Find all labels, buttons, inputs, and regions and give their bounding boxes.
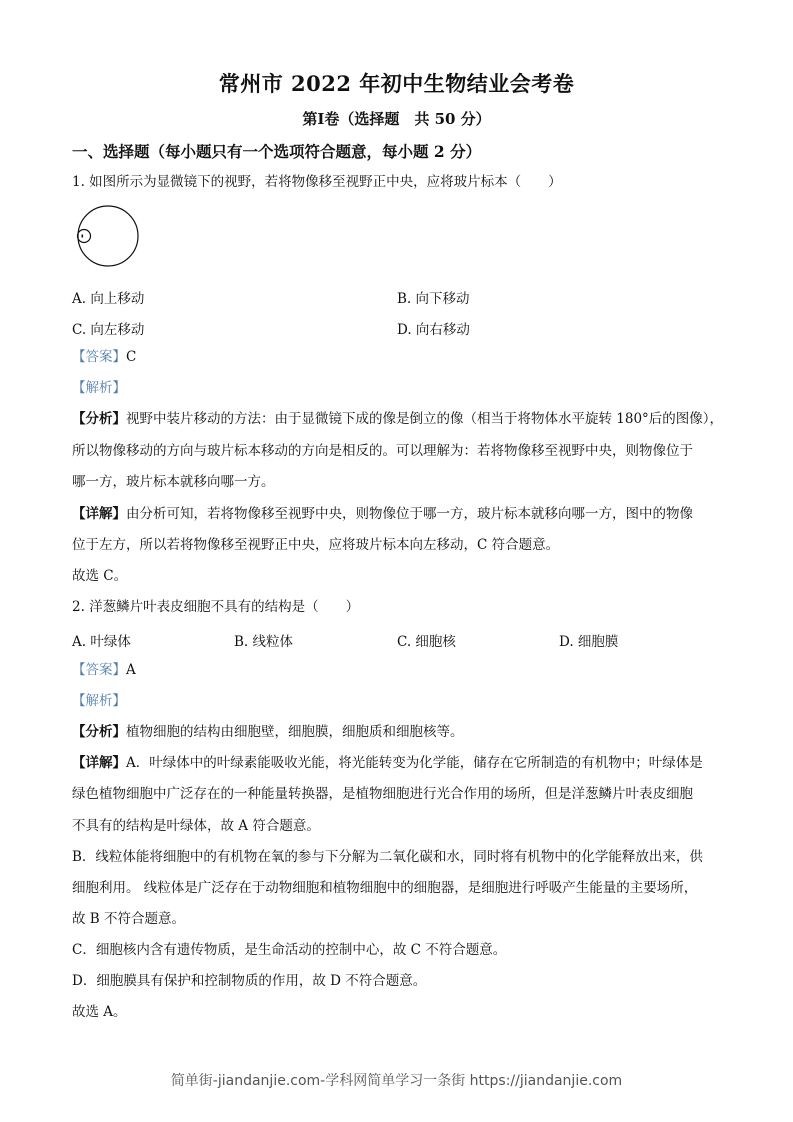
xiangjie-label: 【详解】 [72,506,126,522]
answer-value: A [126,662,136,678]
q2-option-d: D. 细胞膜 [559,634,619,650]
answer-value: C [126,349,137,365]
fenxi-text: 视野中装片移动的方法：由于显微镜下成的像是倒立的像（相当于将物体水平旋转 180°后的图像）， [126,411,724,427]
q2-analysis-label: 【解析】 [72,693,126,709]
q2-conclusion: 故选 A。 [72,1004,127,1020]
q2-xiangjie-line-2: 绿色植物细胞中广泛存在的一种能量转换器，是植物细胞进行光合作用的场所，但是洋葱鳞片叶表皮细胞 [72,786,693,802]
q1-option-b: B. 向下移动 [397,291,470,307]
q1-option-d: D. 向右移动 [397,322,470,338]
q1-option-a: A. 向上移动 [72,291,145,307]
q1-stem: 1. 如图所示为显微镜下的视野，若将物像移至视野正中央，应将玻片标本（ ） [72,174,562,190]
q2-xiangjie-line-1 [72,754,727,772]
q2-xiangjie-line-3: 不具有的结构是叶绿体，故 A 符合题意。 [72,818,320,834]
fenxi-text: 植物细胞的结构由细胞壁，细胞膜，细胞质和细胞核等。 [126,724,464,740]
microscope-field-figure [75,203,141,269]
q2-fenxi [72,723,727,741]
answer-label: 【答案】 [72,349,126,365]
xiangjie-label: 【详解】 [72,755,126,771]
q1-conclusion: 故选 C。 [72,568,128,584]
q1-xiangjie-line-1 [72,505,727,523]
part-subtitle: 第Ⅰ卷（选择题 共 50 分） [302,110,491,128]
q2-xiangjie-line-8: D．细胞膜具有保护和控制物质的作用，故 D 不符合题意。 [72,973,427,989]
q1-xiangjie-line-2: 位于左方，所以若将物像移至视野正中央，应将玻片标本向左移动，C 符合题意。 [72,537,560,553]
q2-xiangjie-line-5: 细胞利用。 线粒体是广泛存在于动物细胞和植物细胞中的细胞器，是细胞进行呼吸产生能量的主要场所， [72,880,698,896]
xiangjie-text: A．叶绿体中的叶绿素能吸收光能，将光能转变为化学能，储存在它所制造的有机物中；叶绿体是 [126,755,703,771]
q2-option-b: B. 线粒体 [234,634,294,650]
q1-answer [72,348,727,366]
q2-option-c: C. 细胞核 [397,634,456,650]
q2-xiangjie-line-4: B．线粒体能将细胞中的有机物在氧的参与下分解为二氧化碳和水，同时将有机物中的化学能释放出来，供 [72,849,703,865]
footer-watermark: 简单街-jiandanjie.com-学科网简单学习一条街 https://jiandanjie.com [170,1073,623,1089]
fenxi-label: 【分析】 [72,411,126,427]
q1-fenxi-line-2: 所以物像移动的方向与玻片标本移动的方向是相反的。可以理解为：若将物像移至视野中央，则物像位于 [72,443,693,459]
q2-answer [72,661,727,679]
q2-xiangjie-line-6: 故 B 不符合题意。 [72,911,186,927]
fenxi-label: 【分析】 [72,724,126,740]
section-heading: 一、选择题（每小题只有一个选项符合题意，每小题 2 分） [72,142,482,161]
answer-label: 【答案】 [72,662,126,678]
q1-fenxi-line-3: 哪一方，玻片标本就移向哪一方。 [72,474,275,490]
q1-fenxi-line-1 [72,410,727,428]
q1-option-c: C. 向左移动 [72,322,145,338]
xiangjie-text: 由分析可知，若将物像移至视野中央，则物像位于哪一方，玻片标本就移向哪一方，图中的物像 [126,506,693,522]
q1-analysis-label: 【解析】 [72,380,126,396]
page-title: 常州市 2022 年初中生物结业会考卷 [218,71,575,96]
q2-option-a: A. 叶绿体 [72,634,131,650]
q2-xiangjie-line-7: C．细胞核内含有遗传物质，是生命活动的控制中心，故 C 不符合题意。 [72,942,507,958]
q2-stem: 2. 洋葱鳞片叶表皮细胞不具有的结构是（ ） [72,599,360,615]
